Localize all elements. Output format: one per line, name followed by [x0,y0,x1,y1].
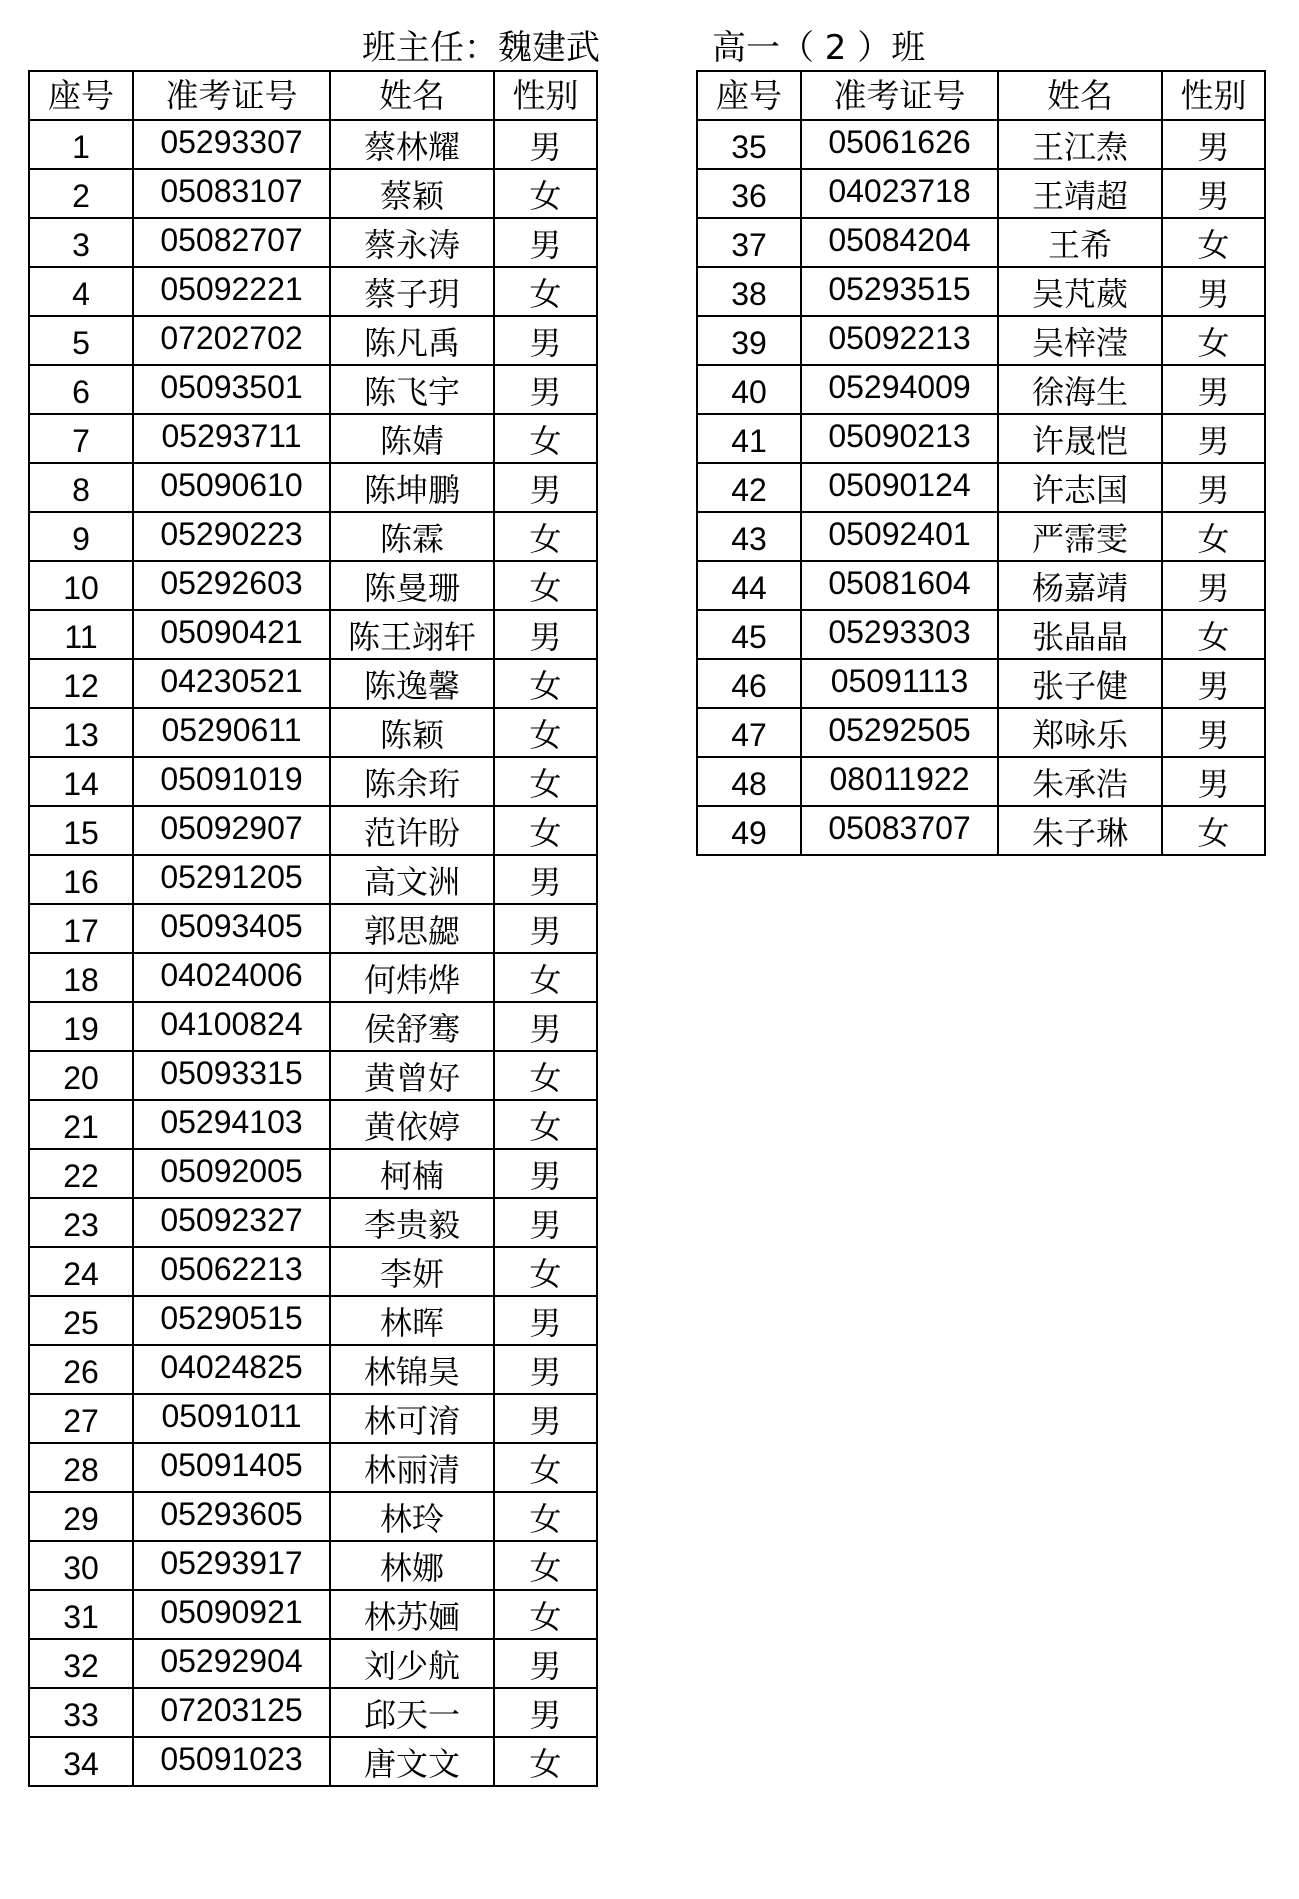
student-name-cell: 唐文文 [330,1737,494,1786]
table-row [29,1345,597,1394]
gender-cell: 女 [494,512,597,561]
seat-number-cell: 42 [697,463,801,512]
table-row [29,1198,597,1247]
student-name-cell: 范许盼 [330,806,494,855]
gender-cell: 女 [494,1247,597,1296]
gender-cell: 男 [1162,708,1265,757]
student-name-cell: 高文洲 [330,855,494,904]
seat-number-cell: 9 [29,512,133,561]
table-row [29,561,597,610]
table-row [29,757,597,806]
table-row [29,855,597,904]
exam-id-cell: 05082707 [133,218,330,267]
gender-cell: 男 [494,316,597,365]
student-name-cell: 朱子琳 [998,806,1162,855]
exam-id-cell: 08011922 [801,757,998,806]
gender-cell: 女 [494,1541,597,1590]
student-name-cell: 许志国 [998,463,1162,512]
student-name-cell: 徐海生 [998,365,1162,414]
student-name-cell: 王靖超 [998,169,1162,218]
gender-cell: 女 [1162,316,1265,365]
table-row [29,267,597,316]
table-row [29,1639,597,1688]
seat-number-cell: 33 [29,1688,133,1737]
seat-number-cell: 5 [29,316,133,365]
student-name-cell: 郭思勰 [330,904,494,953]
gender-cell: 女 [494,659,597,708]
student-name-cell: 王希 [998,218,1162,267]
exam-id-cell: 05294103 [133,1100,330,1149]
gender-cell: 男 [494,218,597,267]
seat-number-cell: 8 [29,463,133,512]
student-name-cell: 蔡永涛 [330,218,494,267]
exam-id-cell: 05292505 [801,708,998,757]
student-name-cell: 林丽清 [330,1443,494,1492]
exam-id-cell: 07203125 [133,1688,330,1737]
gender-cell: 男 [494,463,597,512]
seat-number-cell: 35 [697,120,801,169]
column-header-seat: 座号 [697,71,801,120]
student-name-cell: 林玲 [330,1492,494,1541]
seat-number-cell: 23 [29,1198,133,1247]
table-row [29,659,597,708]
exam-id-cell: 05091011 [133,1394,330,1443]
gender-cell: 男 [1162,757,1265,806]
exam-id-cell: 05091113 [801,659,998,708]
gender-cell: 女 [494,806,597,855]
table-row [29,1051,597,1100]
exam-id-cell: 05090124 [801,463,998,512]
column-header-name: 姓名 [998,71,1162,120]
seat-number-cell: 16 [29,855,133,904]
exam-id-cell: 05084204 [801,218,998,267]
exam-id-cell: 05293917 [133,1541,330,1590]
exam-id-cell: 05293711 [133,414,330,463]
roster-body-left [29,120,597,1786]
exam-id-cell: 05293303 [801,610,998,659]
seat-number-cell: 20 [29,1051,133,1100]
student-name-cell: 张子健 [998,659,1162,708]
exam-id-cell: 05083707 [801,806,998,855]
exam-id-cell: 05090213 [801,414,998,463]
student-name-cell: 林可淯 [330,1394,494,1443]
gender-cell: 女 [494,561,597,610]
roster-body-right [697,120,1265,855]
exam-id-cell: 05081604 [801,561,998,610]
seat-number-cell: 10 [29,561,133,610]
column-header-exam-id: 准考证号 [133,71,330,120]
table-row [697,512,1265,561]
gender-cell: 男 [494,855,597,904]
gender-cell: 男 [494,1345,597,1394]
student-name-cell: 李妍 [330,1247,494,1296]
exam-id-cell: 05292904 [133,1639,330,1688]
seat-number-cell: 22 [29,1149,133,1198]
seat-number-cell: 48 [697,757,801,806]
gender-cell: 女 [1162,512,1265,561]
class-name-label: 高一（ 2 ）班 [712,28,926,68]
seat-number-cell: 45 [697,610,801,659]
column-header-exam-id: 准考证号 [801,71,998,120]
exam-id-cell: 05062213 [133,1247,330,1296]
column-header-seat: 座号 [29,71,133,120]
seat-number-cell: 14 [29,757,133,806]
gender-cell: 男 [494,610,597,659]
gender-cell: 女 [1162,806,1265,855]
student-name-cell: 陈王翊轩 [330,610,494,659]
table-row [29,120,597,169]
gender-cell: 女 [494,1737,597,1786]
exam-id-cell: 04230521 [133,659,330,708]
seat-number-cell: 39 [697,316,801,365]
student-name-cell: 吴芃葳 [998,267,1162,316]
exam-id-cell: 05090421 [133,610,330,659]
exam-id-cell: 07202702 [133,316,330,365]
seat-number-cell: 25 [29,1296,133,1345]
table-row [697,169,1265,218]
seat-number-cell: 12 [29,659,133,708]
gender-cell: 女 [494,1443,597,1492]
student-name-cell: 林苏婳 [330,1590,494,1639]
gender-cell: 男 [1162,120,1265,169]
seat-number-cell: 27 [29,1394,133,1443]
student-name-cell: 陈凡禹 [330,316,494,365]
exam-id-cell: 05293307 [133,120,330,169]
student-name-cell: 林锦昊 [330,1345,494,1394]
gender-cell: 女 [494,757,597,806]
exam-id-cell: 04024825 [133,1345,330,1394]
gender-cell: 男 [494,1688,597,1737]
table-row [29,610,597,659]
table-row [29,1296,597,1345]
student-name-cell: 陈婧 [330,414,494,463]
seat-number-cell: 13 [29,708,133,757]
exam-id-cell: 05293605 [133,1492,330,1541]
gender-cell: 女 [1162,610,1265,659]
exam-id-cell: 05292603 [133,561,330,610]
table-row [29,1443,597,1492]
exam-id-cell: 05083107 [133,169,330,218]
seat-number-cell: 40 [697,365,801,414]
gender-cell: 男 [1162,463,1265,512]
seat-number-cell: 2 [29,169,133,218]
student-name-cell: 林晖 [330,1296,494,1345]
student-name-cell: 朱承浩 [998,757,1162,806]
table-row [29,806,597,855]
gender-cell: 男 [494,120,597,169]
gender-cell: 女 [494,708,597,757]
table-row [29,463,597,512]
student-name-cell: 张晶晶 [998,610,1162,659]
table-row [29,1394,597,1443]
table-row [697,316,1265,365]
seat-number-cell: 30 [29,1541,133,1590]
student-name-cell: 陈曼珊 [330,561,494,610]
exam-id-cell: 05091405 [133,1443,330,1492]
gender-cell: 男 [494,1394,597,1443]
seat-number-cell: 32 [29,1639,133,1688]
exam-id-cell: 05061626 [801,120,998,169]
student-name-cell: 林娜 [330,1541,494,1590]
table-row [29,1492,597,1541]
exam-id-cell: 05290223 [133,512,330,561]
gender-cell: 男 [494,365,597,414]
table-row [29,1737,597,1786]
exam-id-cell: 05294009 [801,365,998,414]
table-row [29,1149,597,1198]
seat-number-cell: 1 [29,120,133,169]
seat-number-cell: 28 [29,1443,133,1492]
seat-number-cell: 37 [697,218,801,267]
seat-number-cell: 41 [697,414,801,463]
seat-number-cell: 21 [29,1100,133,1149]
seat-number-cell: 3 [29,218,133,267]
exam-id-cell: 04023718 [801,169,998,218]
table-row [29,1247,597,1296]
student-name-cell: 王江焘 [998,120,1162,169]
table-row [697,463,1265,512]
student-name-cell: 陈霖 [330,512,494,561]
exam-id-cell: 05090610 [133,463,330,512]
student-name-cell: 邱天一 [330,1688,494,1737]
table-row [697,365,1265,414]
student-name-cell: 蔡颖 [330,169,494,218]
table-row [29,708,597,757]
student-name-cell: 陈坤鹏 [330,463,494,512]
seat-number-cell: 47 [697,708,801,757]
gender-cell: 男 [494,1002,597,1051]
student-name-cell: 黄曾好 [330,1051,494,1100]
student-name-cell: 柯楠 [330,1149,494,1198]
exam-id-cell: 05092005 [133,1149,330,1198]
seat-number-cell: 4 [29,267,133,316]
student-name-cell: 刘少航 [330,1639,494,1688]
seat-number-cell: 17 [29,904,133,953]
gender-cell: 女 [494,1492,597,1541]
exam-id-cell: 05091023 [133,1737,330,1786]
table-row [29,904,597,953]
student-name-cell: 吴梓滢 [998,316,1162,365]
gender-cell: 女 [1162,218,1265,267]
seat-number-cell: 19 [29,1002,133,1051]
exam-id-cell: 05093501 [133,365,330,414]
seat-number-cell: 15 [29,806,133,855]
table-header-row [697,71,1265,120]
exam-id-cell: 05290515 [133,1296,330,1345]
seat-number-cell: 38 [697,267,801,316]
table-row [697,414,1265,463]
seat-number-cell: 6 [29,365,133,414]
gender-cell: 男 [1162,561,1265,610]
table-row [697,610,1265,659]
student-name-cell: 严霈雯 [998,512,1162,561]
exam-id-cell: 05091019 [133,757,330,806]
table-row [697,561,1265,610]
seat-number-cell: 18 [29,953,133,1002]
gender-cell: 女 [494,1100,597,1149]
table-row [29,512,597,561]
seat-number-cell: 11 [29,610,133,659]
gender-cell: 男 [1162,169,1265,218]
table-row [29,365,597,414]
seat-number-cell: 29 [29,1492,133,1541]
student-name-cell: 黄依婷 [330,1100,494,1149]
gender-cell: 女 [494,953,597,1002]
gender-cell: 女 [494,414,597,463]
table-row [29,1100,597,1149]
gender-cell: 女 [494,1051,597,1100]
seat-number-cell: 34 [29,1737,133,1786]
student-name-cell: 何炜烨 [330,953,494,1002]
table-row [697,218,1265,267]
exam-id-cell: 05092327 [133,1198,330,1247]
table-row [29,316,597,365]
seat-number-cell: 36 [697,169,801,218]
exam-id-cell: 05092907 [133,806,330,855]
exam-id-cell: 04100824 [133,1002,330,1051]
seat-number-cell: 43 [697,512,801,561]
exam-id-cell: 05293515 [801,267,998,316]
table-header-row [29,71,597,120]
gender-cell: 女 [494,169,597,218]
column-header-name: 姓名 [330,71,494,120]
seat-number-cell: 24 [29,1247,133,1296]
table-row [697,659,1265,708]
exam-id-cell: 05090921 [133,1590,330,1639]
student-name-cell: 陈余珩 [330,757,494,806]
table-row [29,1541,597,1590]
table-row [697,267,1265,316]
gender-cell: 男 [494,1296,597,1345]
column-header-gender: 性别 [494,71,597,120]
gender-cell: 女 [494,267,597,316]
student-name-cell: 陈颖 [330,708,494,757]
student-name-cell: 蔡林耀 [330,120,494,169]
gender-cell: 男 [494,904,597,953]
exam-id-cell: 05291205 [133,855,330,904]
gender-cell: 男 [494,1149,597,1198]
table-row [697,120,1265,169]
seat-number-cell: 49 [697,806,801,855]
gender-cell: 男 [1162,267,1265,316]
column-header-gender: 性别 [1162,71,1265,120]
table-row [697,708,1265,757]
exam-id-cell: 04024006 [133,953,330,1002]
exam-id-cell: 05092221 [133,267,330,316]
seat-number-cell: 26 [29,1345,133,1394]
student-name-cell: 陈逸馨 [330,659,494,708]
seat-number-cell: 46 [697,659,801,708]
table-row [697,757,1265,806]
exam-id-cell: 05092213 [801,316,998,365]
table-row [29,169,597,218]
exam-id-cell: 05093315 [133,1051,330,1100]
student-name-cell: 李贵毅 [330,1198,494,1247]
table-row [29,218,597,267]
homeroom-teacher-label: 班主任：魏建武 [362,28,600,68]
student-name-cell: 侯舒骞 [330,1002,494,1051]
table-row [29,953,597,1002]
exam-id-cell: 05290611 [133,708,330,757]
gender-cell: 男 [494,1639,597,1688]
student-name-cell: 陈飞宇 [330,365,494,414]
gender-cell: 男 [1162,414,1265,463]
table-row [29,1002,597,1051]
gender-cell: 男 [494,1198,597,1247]
student-name-cell: 许晟恺 [998,414,1162,463]
roster-table-right [696,70,1266,856]
table-row [29,414,597,463]
gender-cell: 男 [1162,365,1265,414]
table-row [29,1590,597,1639]
seat-number-cell: 44 [697,561,801,610]
exam-id-cell: 05093405 [133,904,330,953]
exam-id-cell: 05092401 [801,512,998,561]
gender-cell: 男 [1162,659,1265,708]
gender-cell: 女 [494,1590,597,1639]
seat-number-cell: 31 [29,1590,133,1639]
student-name-cell: 杨嘉靖 [998,561,1162,610]
table-row [697,806,1265,855]
seat-number-cell: 7 [29,414,133,463]
student-name-cell: 郑咏乐 [998,708,1162,757]
student-name-cell: 蔡子玥 [330,267,494,316]
roster-table-left [28,70,598,1787]
table-row [29,1688,597,1737]
